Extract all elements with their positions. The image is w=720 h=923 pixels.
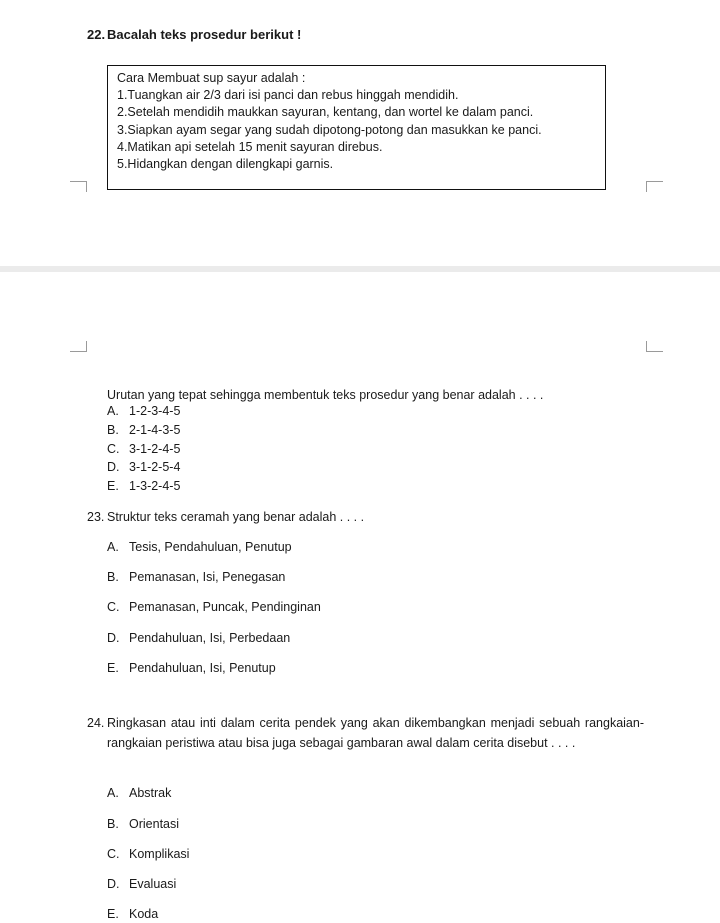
q23-option-c[interactable] xyxy=(107,600,321,614)
option-letter: C. xyxy=(107,600,120,614)
procedure-step-1: 1.Tuangkan air 2/3 dari isi panci dan rebus hinggah mendidih. xyxy=(117,88,459,103)
option-letter: A. xyxy=(107,540,119,554)
option-text: Abstrak xyxy=(129,786,172,800)
option-text: Komplikasi xyxy=(129,847,190,861)
q22-option-e[interactable] xyxy=(107,479,180,493)
q24-option-e[interactable] xyxy=(107,907,158,921)
question-22-title: Bacalah teks prosedur berikut ! xyxy=(107,27,302,42)
q22-option-d[interactable] xyxy=(107,460,180,474)
q24-option-a[interactable] xyxy=(107,786,171,800)
q23-option-a[interactable] xyxy=(107,540,292,554)
question-23-number: 23. xyxy=(87,510,105,524)
page-corner-mark xyxy=(646,341,663,352)
q24-option-b[interactable] xyxy=(107,817,179,831)
option-letter: D. xyxy=(107,631,120,645)
procedure-text-box xyxy=(107,65,606,190)
option-letter: E. xyxy=(107,661,119,675)
option-letter: E. xyxy=(107,907,119,921)
option-letter: A. xyxy=(107,404,119,418)
q22-option-a[interactable] xyxy=(107,404,180,418)
option-text: Koda xyxy=(129,907,159,921)
question-24-number: 24. xyxy=(87,716,105,730)
q24-option-c[interactable] xyxy=(107,847,189,861)
option-letter: B. xyxy=(107,423,119,437)
option-text: Orientasi xyxy=(129,817,180,831)
option-text: Pemanasan, Isi, Penegasan xyxy=(129,570,286,584)
q24-option-d[interactable] xyxy=(107,877,176,891)
question-22-number: 22. xyxy=(87,27,106,42)
option-letter: C. xyxy=(107,847,120,861)
option-text: Pendahuluan, Isi, Perbedaan xyxy=(129,631,291,645)
option-letter: D. xyxy=(107,877,120,891)
q23-option-e[interactable] xyxy=(107,661,276,675)
q22-option-c[interactable] xyxy=(107,442,180,456)
option-text: Pendahuluan, Isi, Penutup xyxy=(129,661,276,675)
procedure-step-3: 3.Siapkan ayam segar yang sudah dipotong-potong dan masukkan ke panci. xyxy=(117,122,542,137)
page-corner-mark xyxy=(70,341,87,352)
option-letter: C. xyxy=(107,442,120,456)
procedure-box-heading: Cara Membuat sup sayur adalah : xyxy=(117,71,306,85)
option-text: 3-1-2-4-5 xyxy=(129,442,181,456)
option-letter: A. xyxy=(107,786,119,800)
question-22-prompt: Urutan yang tepat sehingga membentuk teks prosedur yang benar adalah . . . . xyxy=(107,388,544,402)
option-letter: B. xyxy=(107,817,119,831)
option-text: Pemanasan, Puncak, Pendinginan xyxy=(129,600,321,614)
page-break-separator xyxy=(0,266,720,272)
option-letter: E. xyxy=(107,479,119,493)
option-text: 3-1-2-5-4 xyxy=(129,460,181,474)
question-23-prompt: Struktur teks ceramah yang benar adalah . . . . xyxy=(107,510,365,524)
option-letter: B. xyxy=(107,570,119,584)
option-text: 1-3-2-4-5 xyxy=(129,479,181,493)
option-text: 2-1-4-3-5 xyxy=(129,423,181,437)
procedure-step-2: 2.Setelah mendidih maukkan sayuran, kentang, dan wortel ke dalam panci. xyxy=(117,105,534,120)
procedure-step-4: 4.Matikan api setelah 15 menit sayuran direbus. xyxy=(117,139,383,154)
q22-option-b[interactable] xyxy=(107,423,180,437)
question-24-prompt: Ringkasan atau inti dalam cerita pendek yang akan dikembangkan menjadi sebuah rangkaian-rangkaian peristiwa atau bisa juga sebagai gambaran awal dalam cerita disebut . . . . xyxy=(107,716,644,750)
option-text: 1-2-3-4-5 xyxy=(129,404,181,418)
option-text: Evaluasi xyxy=(129,877,177,891)
q23-option-b[interactable] xyxy=(107,570,285,584)
procedure-step-5: 5.Hidangkan dengan dilengkapi garnis. xyxy=(117,157,334,172)
q23-option-d[interactable] xyxy=(107,631,290,645)
option-text: Tesis, Pendahuluan, Penutup xyxy=(129,540,292,554)
option-letter: D. xyxy=(107,460,120,474)
page-corner-mark xyxy=(646,181,663,192)
page-corner-mark xyxy=(70,181,87,192)
